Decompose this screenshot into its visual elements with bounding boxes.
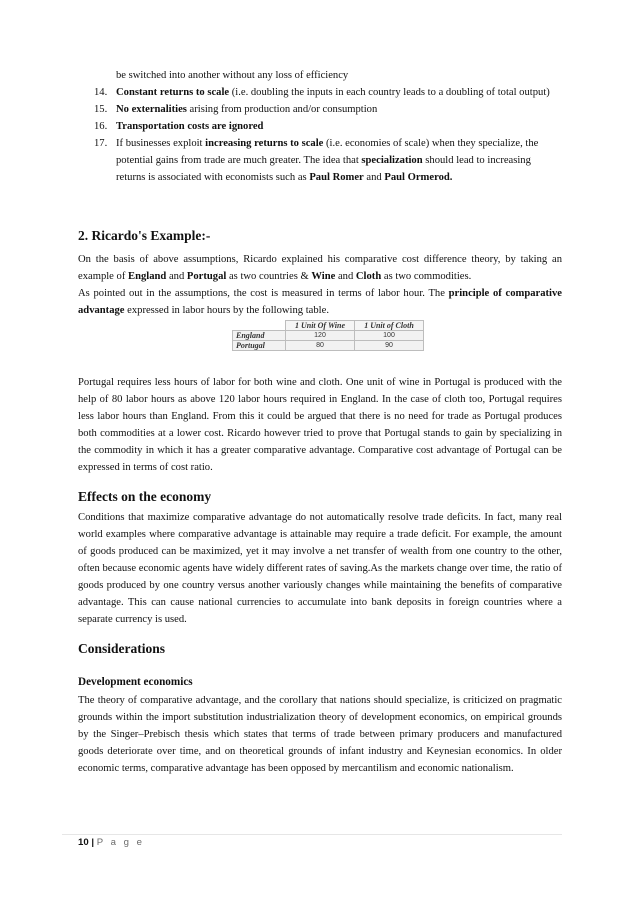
list-item-bold: Transportation costs are ignored bbox=[116, 121, 264, 132]
table-cell-cloth: 100 bbox=[355, 331, 424, 341]
footer-page-word: P a g e bbox=[96, 837, 145, 848]
table-row bbox=[233, 341, 424, 351]
table-corner-cell bbox=[233, 321, 286, 331]
list-item-15: 15. No externalities arising from production and/or consumption bbox=[78, 101, 562, 118]
development-economics-subheading: Development economics bbox=[78, 676, 193, 688]
list-item-17: 17. If businesses exploit increasing returns to scale (i.e. economies of scale) when they specialize, the potential gains from trade are much greater. The idea that specialization should lead to increasing returns is associated with economists such as Paul Romer and Paul Ormerod. bbox=[78, 135, 562, 186]
effects-paragraph: Conditions that maximize comparative advantage do not automatically resolve trade deficits. In fact, many real world examples where comparative advantage is attainable may require a trade deficit. For example, the amount of goods produced can be maximized, yet it may involve a net transfer of wealth from one country to the other, often because economic agents have widely different rates of saving.As the markets change over time, the ratio of goods produced by one country versus another variously changes while maintaining the benefits of comparative advantage. This can cause national currencies to accumulate into bank deposits in foreign countries where a separate currency is used. bbox=[78, 512, 562, 625]
ricardo-paragraph-2: As pointed out in the assumptions, the cost is measured in terms of labor hour. The principle of comparative advantage expressed in labor hours by the following table. bbox=[78, 288, 563, 316]
list-number: 16. bbox=[94, 121, 108, 132]
page-number: 10 bbox=[78, 837, 89, 848]
table-cell-wine: 80 bbox=[286, 341, 355, 351]
list-item-14: 14. Constant returns to scale (i.e. doubling the inputs in each country leads to a doubling of total output) bbox=[78, 84, 562, 101]
labor-cost-table bbox=[232, 320, 424, 351]
ricardo-paragraph-3: Portugal requires less hours of labor for both wine and cloth. One unit of wine in Portugal is produced with the help of 80 labor hours as above 120 labor hours required in England. In the case of cloth too, Portugal requires less labor hours than England. From this it could be argued that there is no need for trade as Portugal produces both commodities at a lower cost. Ricardo however tried to prove that Portugal stands to gain by specializing in the commodity in which it has a greater comparative advantage. Comparative cost advantage of Portugal can be expressed in terms of cost ratio. bbox=[78, 377, 562, 473]
considerations-heading: Considerations bbox=[78, 641, 166, 656]
footer-separator: | bbox=[91, 837, 95, 848]
table-header-wine: 1 Unit Of Wine bbox=[286, 321, 355, 331]
table-header-row bbox=[233, 321, 424, 331]
considerations-paragraph: The theory of comparative advantage, and the corollary that nations should specialize, is criticized on pragmatic grounds within the import substitution industrialization theory of development economics, on empirical grounds by the Singer–Prebisch thesis which states that terms of trade between primary producers and manufactured goods deteriorate over time, and on theoretical grounds of infant industry and Keynesian economics. In older economic terms, comparative advantage has been opposed by mercantilism and economic nationalism. bbox=[78, 695, 562, 774]
effects-heading: Effects on the economy bbox=[78, 489, 212, 504]
table-header-cloth: 1 Unit of Cloth bbox=[355, 321, 424, 331]
page-footer bbox=[78, 837, 144, 848]
footer-divider bbox=[62, 834, 562, 835]
list-number: 17. bbox=[94, 138, 108, 149]
list-item-bold: Constant returns to scale bbox=[116, 87, 230, 98]
table-cell-cloth: 90 bbox=[355, 341, 424, 351]
table-row-country: Portugal bbox=[233, 341, 286, 351]
list-item-16 bbox=[78, 118, 562, 135]
list-number: 14. bbox=[94, 87, 108, 98]
table-row bbox=[233, 331, 424, 341]
table-cell-wine: 120 bbox=[286, 331, 355, 341]
list-number: 15. bbox=[94, 104, 108, 115]
assumptions-list bbox=[78, 84, 562, 186]
list-item-bold: No externalities bbox=[116, 104, 187, 115]
ricardo-heading: 2. Ricardo's Example:- bbox=[78, 228, 211, 243]
ricardo-paragraph-1: On the basis of above assumptions, Ricardo explained his comparative cost difference theory, by taking an example of England and Portugal as two countries & Wine and Cloth as two commodities. bbox=[78, 254, 562, 282]
table-row-country: England bbox=[233, 331, 286, 341]
list-continuation: be switched into another without any loss of efficiency bbox=[116, 70, 349, 81]
